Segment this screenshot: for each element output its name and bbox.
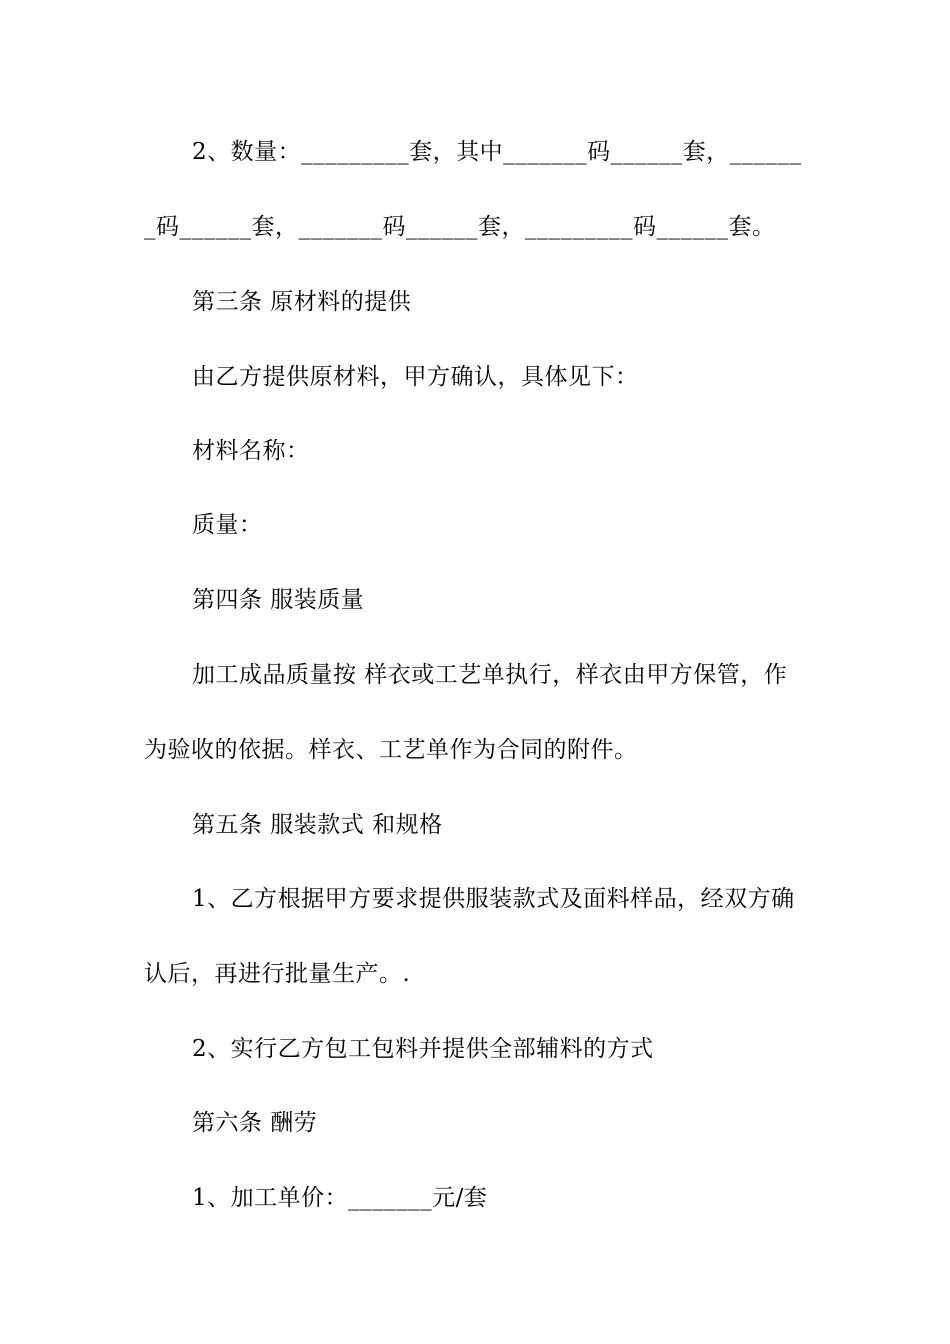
article-3-heading: 第三条 原材料的提供 bbox=[192, 289, 412, 315]
article-5-heading: 第五条 服装款式 和规格 bbox=[192, 812, 443, 838]
material-name-line: 材料名称： bbox=[192, 438, 310, 464]
article-4-paragraph-line-1: 加工成品质量按 样衣或工艺单执行，样衣由甲方保管，作 bbox=[192, 662, 788, 688]
article-5-item-2: 2、实行乙方包工包料并提供全部辅料的方式 bbox=[192, 1036, 654, 1062]
article-5-item-1-line-2: 认后，再进行批量生产。. bbox=[144, 961, 411, 987]
quantity-line-1: 2、数量：_________套，其中_______码______套，______ bbox=[192, 139, 802, 165]
article-4-paragraph-line-2: 为验收的依据。样衣、工艺单作为合同的附件。 bbox=[144, 737, 638, 763]
quantity-line-2: _码______套，_______码______套，_________码______套。 bbox=[144, 214, 776, 240]
article-4-heading: 第四条 服装质量 bbox=[192, 587, 365, 613]
article-6-heading: 第六条 酬劳 bbox=[192, 1110, 318, 1136]
unit-price-line: 1、加工单价：_______元/套 bbox=[192, 1185, 488, 1211]
quality-line: 质量： bbox=[192, 512, 263, 538]
article-3-paragraph: 由乙方提供原材料，甲方确认，具体见下： bbox=[192, 364, 639, 390]
article-5-item-1-line-1: 1、乙方根据甲方要求提供服装款式及面料样品，经双方确 bbox=[192, 886, 795, 912]
